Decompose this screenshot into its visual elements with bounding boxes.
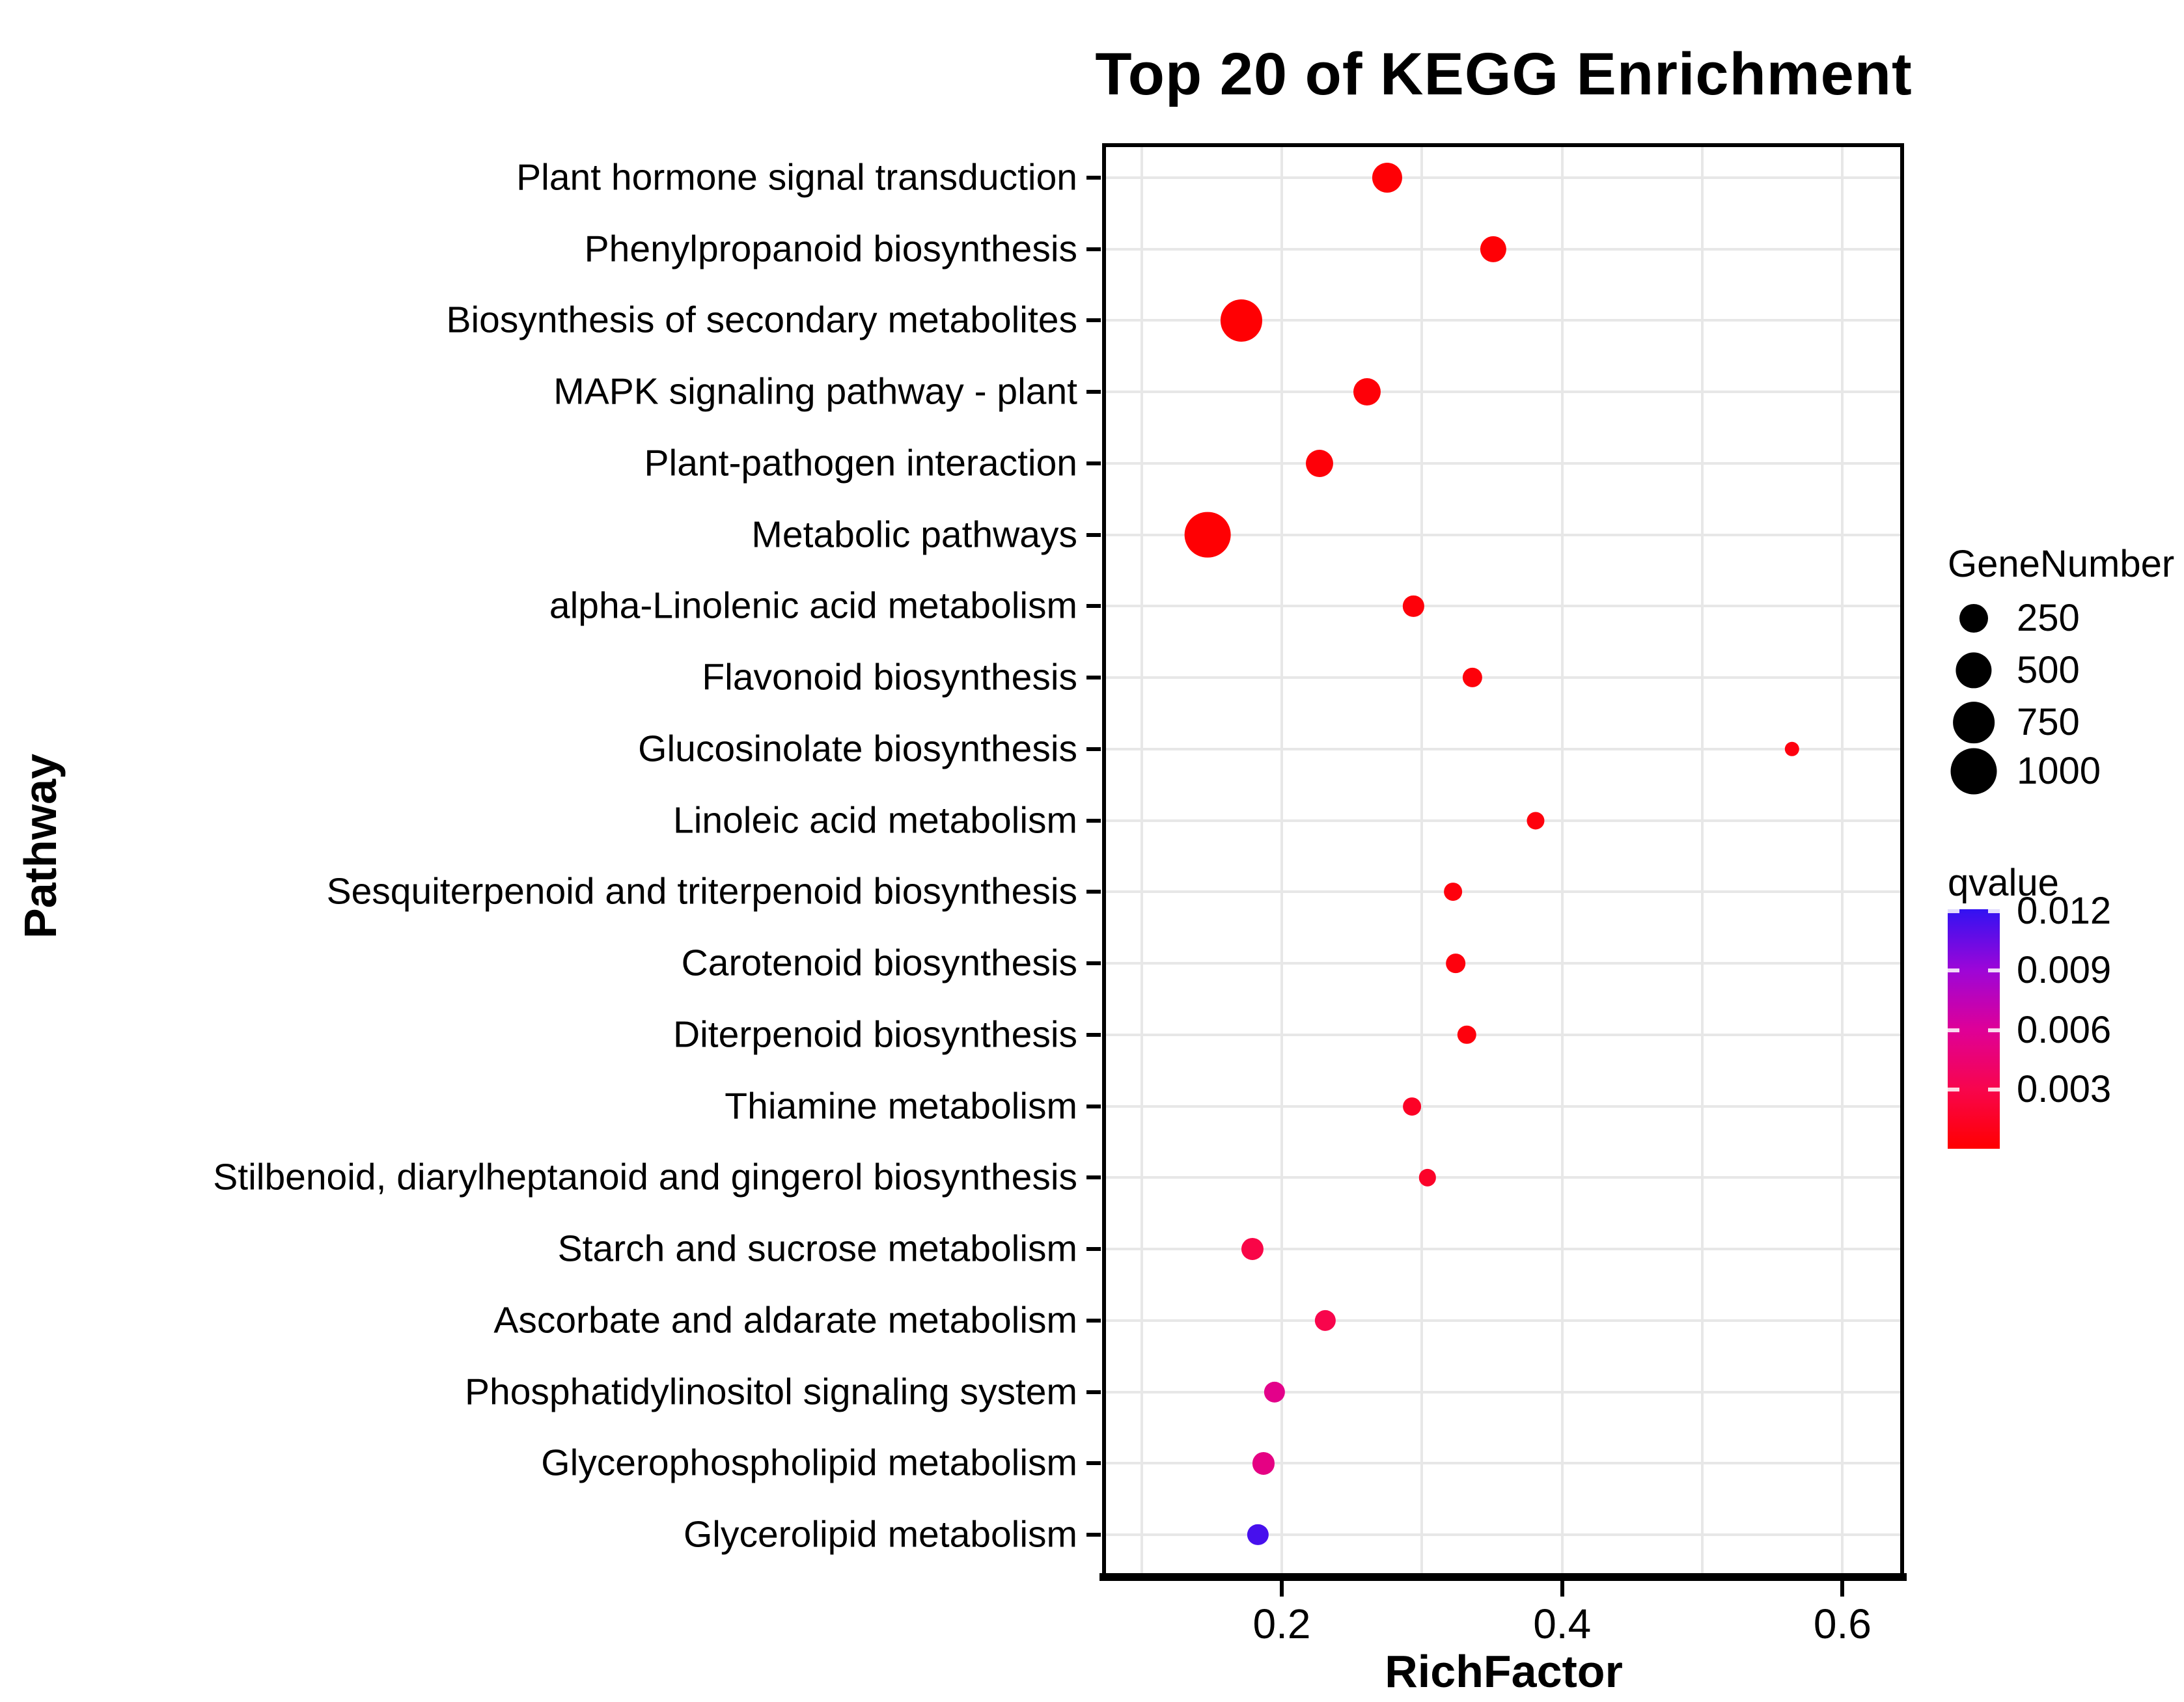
x-gridline — [1280, 147, 1283, 1573]
y-gridline — [1106, 1105, 1900, 1108]
y-gridline — [1106, 176, 1900, 179]
x-axis-line — [1099, 1573, 1907, 1581]
qvalue-tick-label: 0.006 — [2017, 1008, 2112, 1051]
legend-size-label: 500 — [2017, 649, 2080, 691]
legend-qvalue-title: qvalue — [1948, 862, 2059, 904]
y-gridline — [1106, 962, 1900, 965]
qvalue-tick-mark — [1988, 909, 2000, 913]
x-axis-title: RichFactor — [1385, 1646, 1623, 1697]
data-point — [1252, 1452, 1275, 1474]
y-tick-label: Biosynthesis of secondary metabolites — [446, 299, 1077, 341]
data-point — [1403, 1097, 1421, 1116]
y-gridline — [1106, 1248, 1900, 1250]
y-tick-label: Metabolic pathways — [751, 514, 1077, 556]
data-point — [1527, 812, 1544, 829]
y-tick-mark — [1086, 318, 1101, 322]
y-tick-mark — [1086, 390, 1101, 394]
data-point — [1353, 378, 1381, 405]
y-tick-label: Carotenoid biosynthesis — [681, 942, 1077, 984]
y-tick-mark — [1086, 1319, 1101, 1323]
y-tick-label: Phenylpropanoid biosynthesis — [584, 228, 1077, 270]
legend-size-label: 250 — [2017, 597, 2080, 639]
y-tick-mark — [1086, 676, 1101, 679]
data-point — [1372, 163, 1402, 193]
y-axis-title: Pathway — [15, 754, 66, 939]
y-tick-label: Stilbenoid, diarylheptanoid and gingerol biosynthesis — [213, 1156, 1077, 1198]
y-tick-label: Glycerolipid metabolism — [683, 1513, 1077, 1556]
x-gridline — [1420, 147, 1423, 1573]
y-tick-label: Starch and sucrose metabolism — [557, 1228, 1077, 1270]
y-tick-mark — [1086, 1461, 1101, 1465]
y-gridline — [1106, 605, 1900, 607]
data-point — [1306, 450, 1333, 477]
qvalue-tick-label: 0.009 — [2017, 949, 2112, 992]
x-tick-label: 0.2 — [1252, 1600, 1311, 1647]
data-point — [1419, 1169, 1436, 1186]
qvalue-tick-label: 0.012 — [2017, 890, 2112, 933]
data-point — [1247, 1524, 1268, 1545]
data-point — [1241, 1238, 1264, 1260]
legend-size-dot — [1956, 652, 1991, 688]
y-tick-label: Ascorbate and aldarate metabolism — [493, 1299, 1077, 1341]
y-tick-label: Sesquiterpenoid and triterpenoid biosynthesis — [326, 870, 1077, 913]
y-tick-mark — [1086, 1533, 1101, 1537]
y-tick-label: MAPK signaling pathway - plant — [553, 370, 1077, 413]
x-gridline — [1701, 147, 1704, 1573]
y-gridline — [1106, 1176, 1900, 1179]
data-point — [1480, 236, 1506, 262]
legend-size-dot — [1953, 702, 1995, 743]
y-tick-mark — [1086, 1175, 1101, 1179]
qvalue-tick-mark — [1988, 968, 2000, 972]
y-tick-label: Plant-pathogen interaction — [644, 442, 1077, 484]
x-tick-label: 0.6 — [1813, 1600, 1872, 1647]
y-tick-mark — [1086, 1247, 1101, 1251]
y-tick-label: alpha-Linolenic acid metabolism — [549, 584, 1077, 627]
x-tick-label: 0.4 — [1533, 1600, 1592, 1647]
y-tick-label: Thiamine metabolism — [725, 1085, 1077, 1127]
y-tick-mark — [1086, 747, 1101, 751]
y-tick-mark — [1086, 890, 1101, 894]
y-tick-label: Diterpenoid biosynthesis — [672, 1013, 1077, 1056]
y-tick-label: Linoleic acid metabolism — [673, 799, 1077, 842]
legend-size-dot — [1951, 748, 1997, 795]
x-gridline — [1140, 147, 1143, 1573]
qvalue-tick-mark — [1948, 909, 1959, 913]
y-gridline — [1106, 1319, 1900, 1322]
legend-size-label: 750 — [2017, 701, 2080, 743]
y-tick-mark — [1086, 819, 1101, 823]
x-gridline — [1841, 147, 1844, 1573]
x-gridline — [1561, 147, 1564, 1573]
y-tick-mark — [1086, 247, 1101, 251]
x-tick-mark — [1280, 1581, 1284, 1597]
qvalue-tick-mark — [1948, 1088, 1959, 1091]
data-point — [1315, 1310, 1336, 1331]
y-tick-mark — [1086, 533, 1101, 537]
y-gridline — [1106, 391, 1900, 393]
data-point — [1785, 742, 1799, 756]
y-tick-label: Glycerophospholipid metabolism — [541, 1442, 1077, 1484]
data-point — [1444, 883, 1462, 901]
y-tick-mark — [1086, 961, 1101, 965]
y-gridline — [1106, 1034, 1900, 1036]
y-tick-mark — [1086, 1033, 1101, 1037]
data-point — [1458, 1026, 1476, 1044]
data-point — [1184, 512, 1230, 558]
qvalue-tick-mark — [1988, 1088, 2000, 1091]
qvalue-tick-label: 0.003 — [2017, 1067, 2112, 1110]
legend-size-label: 1000 — [2017, 750, 2101, 792]
y-tick-label: Plant hormone signal transduction — [516, 156, 1077, 199]
data-point — [1446, 954, 1465, 973]
x-tick-mark — [1840, 1581, 1844, 1597]
legend-size-dot — [1959, 604, 1988, 633]
y-gridline — [1106, 890, 1900, 893]
y-gridline — [1106, 676, 1900, 679]
y-gridline — [1106, 819, 1900, 822]
y-gridline — [1106, 1462, 1900, 1464]
plot-panel — [1102, 143, 1904, 1577]
chart-title: Top 20 of KEGG Enrichment — [1095, 41, 1913, 107]
data-point — [1221, 299, 1262, 341]
y-gridline — [1106, 1391, 1900, 1393]
y-gridline — [1106, 748, 1900, 750]
y-tick-label: Phosphatidylinositol signaling system — [464, 1371, 1077, 1413]
y-tick-mark — [1086, 604, 1101, 608]
y-tick-mark — [1086, 461, 1101, 465]
y-tick-mark — [1086, 1105, 1101, 1108]
y-tick-label: Flavonoid biosynthesis — [702, 656, 1077, 698]
y-gridline — [1106, 462, 1900, 465]
legend-genenumber-title: GeneNumber — [1948, 543, 2175, 585]
y-tick-mark — [1086, 176, 1101, 180]
data-point — [1463, 668, 1482, 687]
qvalue-tick-mark — [1948, 1028, 1959, 1032]
y-gridline — [1106, 1533, 1900, 1536]
qvalue-tick-mark — [1988, 1028, 2000, 1032]
y-tick-label: Glucosinolate biosynthesis — [638, 728, 1077, 770]
y-tick-mark — [1086, 1390, 1101, 1394]
x-tick-mark — [1560, 1581, 1564, 1597]
qvalue-tick-mark — [1948, 968, 1959, 972]
